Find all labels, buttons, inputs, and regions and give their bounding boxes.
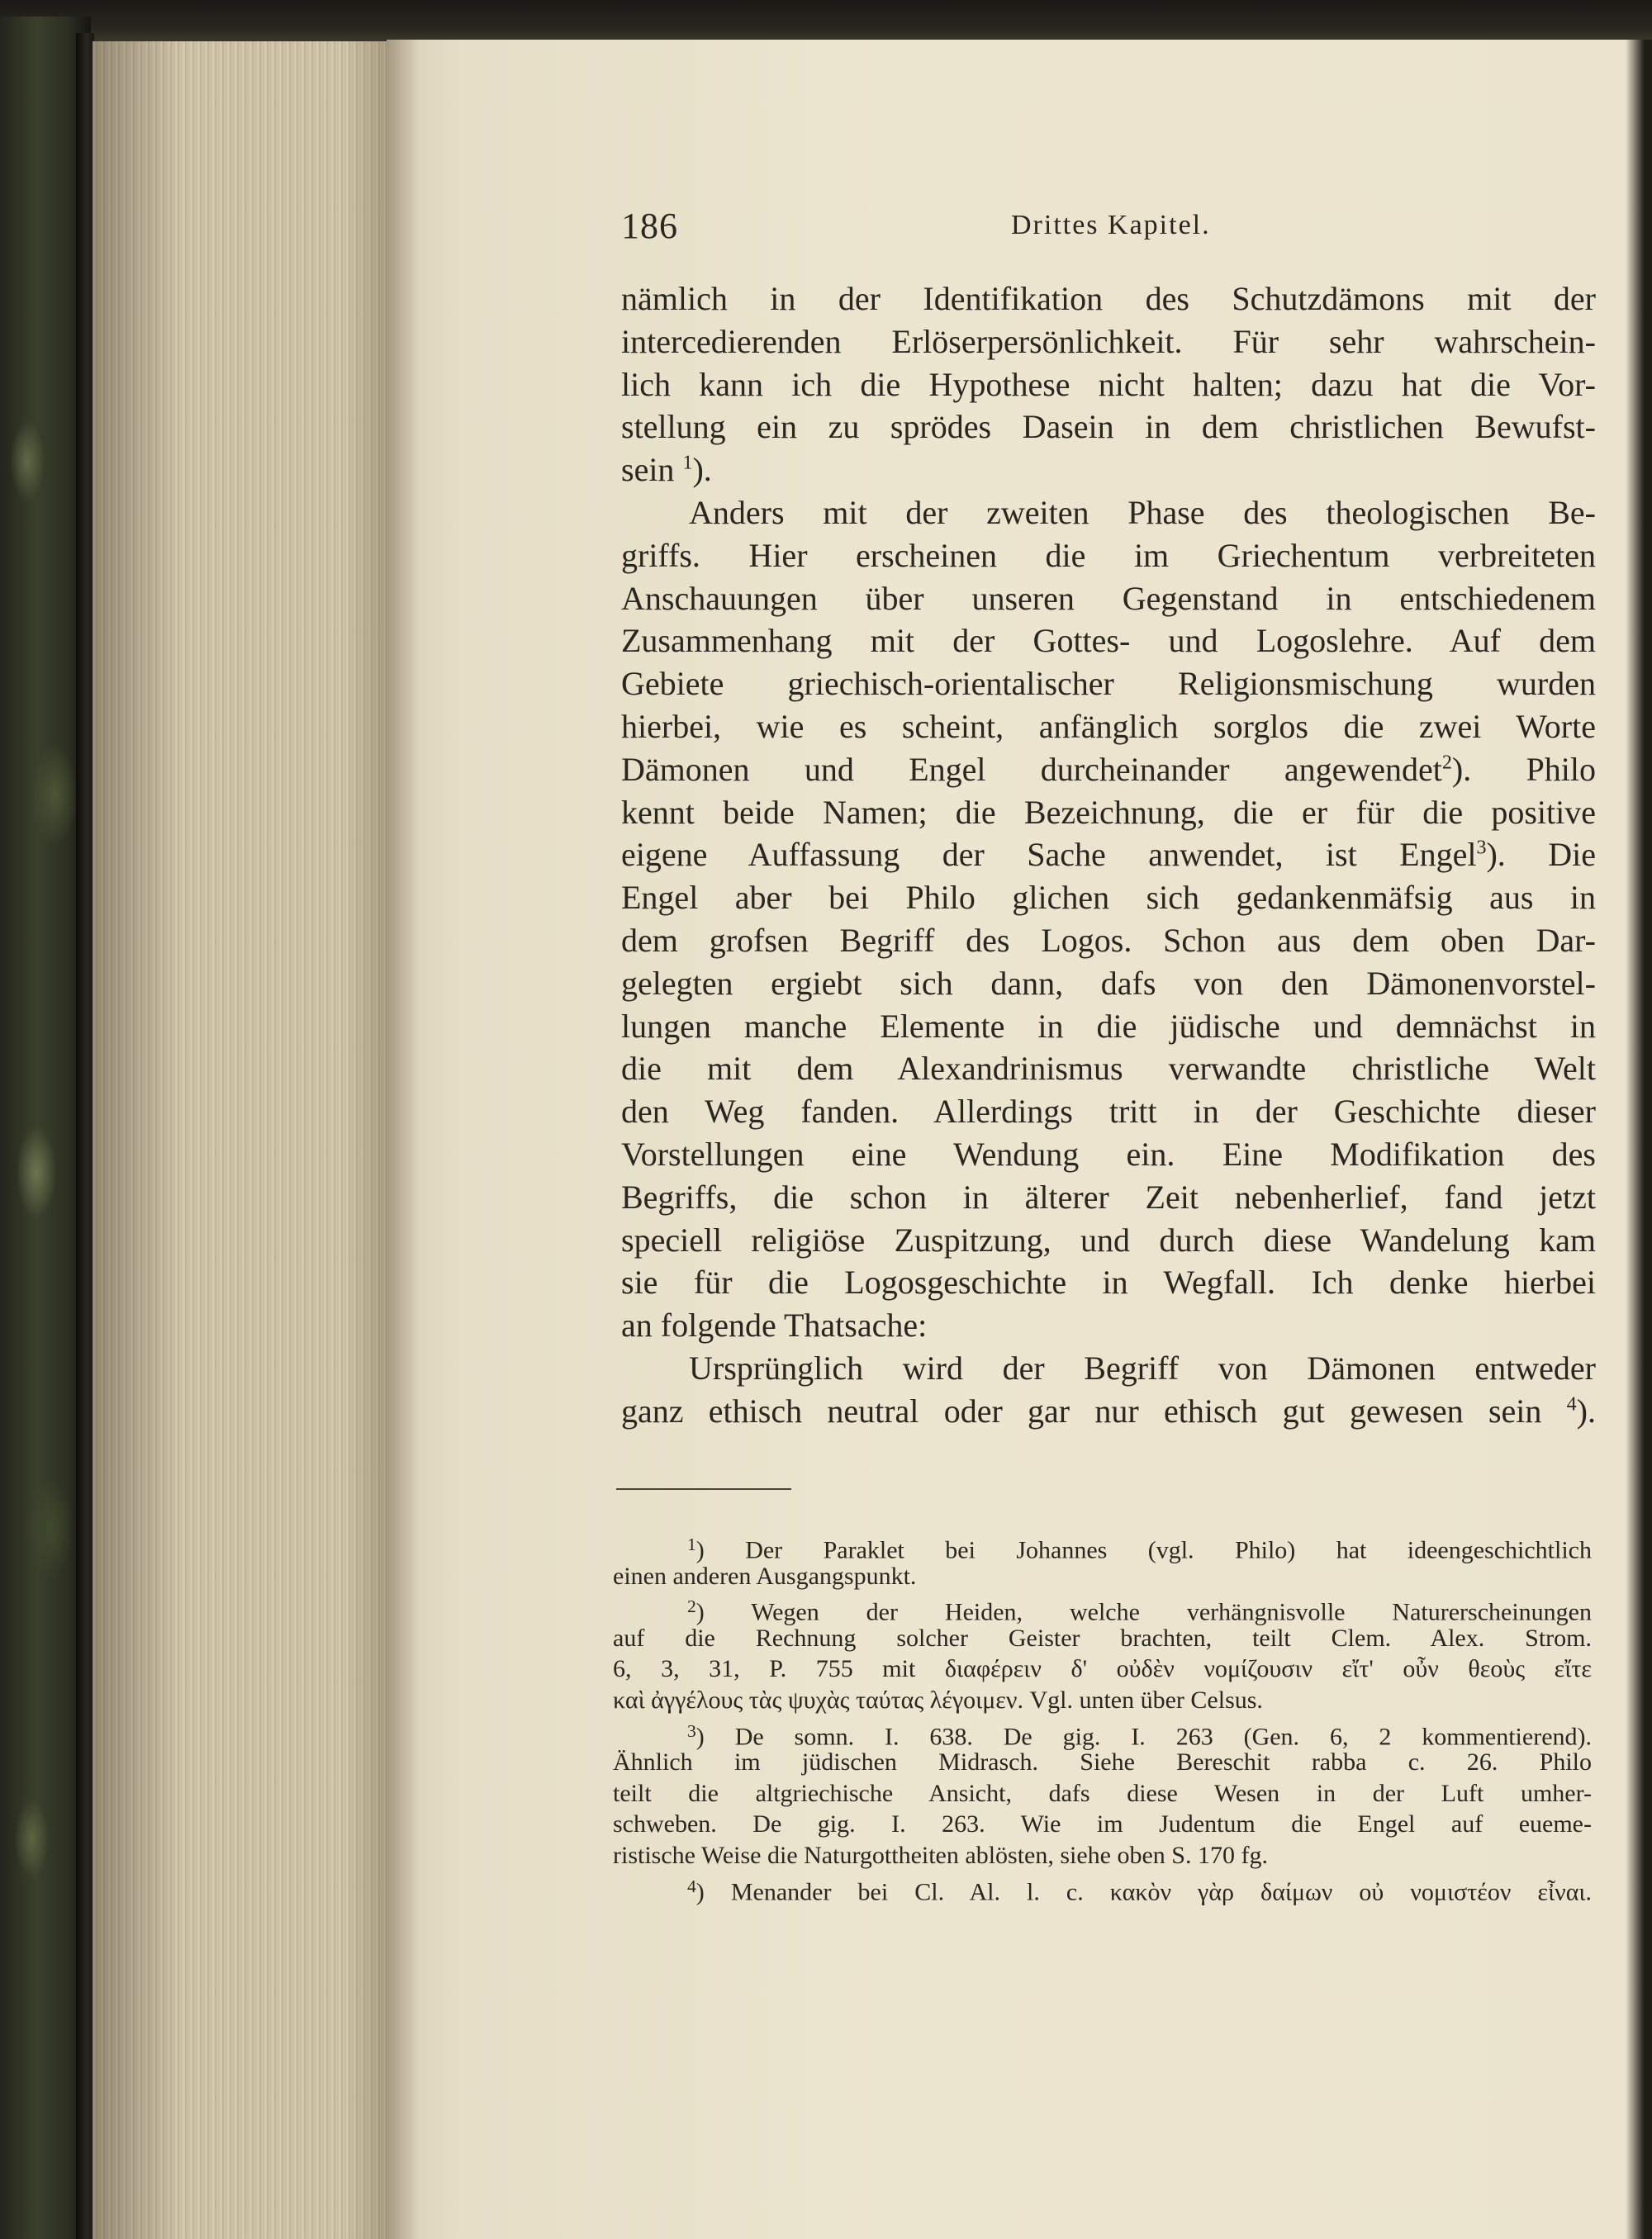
footnote-ref: 2 — [1441, 752, 1452, 774]
text-line: die mit dem Alexandrinismus verwandte christliche Welt — [621, 1050, 1596, 1088]
footnote-line: καὶ ἀγγέλους τὰς ψυχὰς ταύτας λέγοιμεν. Vgl. unten über Celsus. — [613, 1686, 1263, 1714]
text-line: Zusammenhang mit der Gottes- und Logoslehre. Auf dem — [621, 622, 1596, 660]
text-line: Gebiete griechisch-orientalischer Religionsmischung wurden — [621, 665, 1596, 703]
footnote-rule — [616, 1488, 791, 1490]
text-line — [621, 833, 1596, 876]
footnote-marker-close: ) — [695, 1723, 705, 1751]
footnote-line: ristische Weise die Naturgottheiten ablösten, siehe oben S. 170 fg. — [613, 1841, 1268, 1869]
footnote-line — [613, 1591, 1592, 1626]
text-line: intercedierenden Erlöserpersönlichkeit. Für sehr wahrschein- — [621, 322, 1596, 360]
text-line: Vorstellungen eine Wendung ein. Eine Modifikation des — [621, 1135, 1596, 1173]
text-line: sie für die Logosgeschichte in Wegfall. Ich denke hierbei — [621, 1264, 1596, 1302]
text-line: Begriffs, die schon in älterer Zeit nebenherlief, fand jetzt — [621, 1178, 1596, 1216]
page-stack-shade — [93, 41, 387, 2239]
footnote-line: auf die Rechnung solcher Geister brachten, teilt Clem. Alex. Strom. — [613, 1624, 1592, 1652]
text-line — [621, 748, 1596, 791]
text-line: dem grofsen Begriff des Logos. Schon aus dem oben Dar- — [621, 921, 1596, 959]
page-header — [621, 205, 1612, 263]
text-line: an folgende Thatsache: — [621, 1307, 928, 1345]
footnote-line: teilt die altgriechische Ansicht, dafs diese Wesen in der Luft umher- — [613, 1779, 1592, 1807]
text-line: stellung ein zu sprödes Dasein in dem christlichen Bewufst- — [621, 408, 1596, 446]
running-title: Drittes Kapitel. — [1011, 210, 1211, 240]
ref-close: ). — [692, 451, 712, 489]
ref-close: ). — [1576, 1392, 1596, 1430]
text-line: Ursprünglich wird der Begriff von Dämonen entweder — [689, 1349, 1596, 1387]
text-line: lich kann ich die Hypothese nicht halten; dazu hat die Vor- — [621, 365, 1596, 403]
footnote-text: Der Paraklet bei Johannes (vgl. Philo) hat ideengeschichtlich — [745, 1536, 1592, 1564]
text-line: Anders mit der zweiten Phase des theologischen Be- — [689, 493, 1596, 531]
footnote-line — [613, 1871, 1593, 1906]
text-line: hierbei, wie es scheint, anfänglich sorglos die zwei Worte — [621, 707, 1596, 745]
footnote-marker-close: ) — [695, 1878, 705, 1906]
footnote-marker-close: ) — [695, 1598, 705, 1626]
text-line: lungen manche Elemente in die jüdische und demnächst in — [621, 1007, 1596, 1045]
ref-close: ). — [1486, 836, 1506, 874]
text-line: nämlich in der Identifikation des Schutzdämons mit der — [621, 280, 1596, 317]
footnote-marker: 2 — [687, 1596, 696, 1617]
text-line — [621, 448, 1596, 491]
footnote-line — [613, 1716, 1592, 1751]
text-fragment: sein — [621, 451, 675, 489]
text-fragment: ganz ethisch neutral oder gar nur ethisch gut gewesen sein — [621, 1392, 1542, 1430]
footnote-text: Menander bei Cl. Al. l. c. κακὸν γὰρ δαίμων οὐ νομιστέον εἶναι. — [730, 1878, 1593, 1906]
text-line: griffs. Hier erscheinen die im Griechentum verbreiteten — [621, 536, 1596, 574]
footnote-marker: 1 — [687, 1535, 696, 1554]
footnote-marker: 3 — [687, 1720, 696, 1741]
text-fragment: Dämonen und Engel durcheinander angewendet — [621, 750, 1442, 788]
footnotes — [613, 1530, 1593, 1906]
text-line: Engel aber bei Philo glichen sich gedankenmäfsig aus in — [621, 879, 1596, 917]
right-edge-shadow — [1626, 40, 1652, 2239]
footnote-ref: 1 — [682, 452, 693, 474]
footnote-ref: 4 — [1566, 1393, 1577, 1416]
footnote-text: De somn. I. 638. De gig. I. 263 (Gen. 6, 2 kommentierend). — [734, 1723, 1592, 1751]
text-fragment: eigene Auffassung der Sache anwendet, ist Engel — [621, 836, 1477, 874]
book-cover-edge — [76, 33, 94, 2239]
footnote-line — [613, 1530, 1592, 1564]
footnote-text: Wegen der Heiden, welche verhängnisvolle Naturerscheinungen — [751, 1598, 1592, 1626]
footnote-line: Ähnlich im jüdischen Midrasch. Siehe Bereschit rabba c. 26. Philo — [613, 1748, 1592, 1776]
page-number: 186 — [621, 206, 678, 246]
text-fragment: Die — [1548, 836, 1597, 874]
text-line: den Weg fanden. Allerdings tritt in der Geschichte dieser — [621, 1093, 1596, 1131]
footnote-line: 6, 3, 31, P. 755 mit διαφέρειν δ' οὐδὲν νομίζουσιν εἴτ' οὖν θεοὺς εἴτε — [613, 1655, 1592, 1683]
top-dark-band — [0, 0, 1652, 43]
text-fragment: Philo — [1526, 750, 1597, 788]
text-line: kennt beide Namen; die Bezeichnung, die er für die positive — [621, 793, 1596, 831]
text-line: gelegten ergiebt sich dann, dafs von den Dämonenvorstel- — [621, 964, 1596, 1002]
footnote-marker-close: ) — [695, 1536, 705, 1564]
text-line — [621, 1390, 1596, 1433]
body-text — [621, 278, 1596, 1433]
ref-close: ). — [1451, 750, 1472, 788]
page-gutter-shadow — [387, 40, 420, 2239]
footnote-marker: 4 — [687, 1876, 696, 1896]
footnote-ref: 3 — [1476, 837, 1487, 859]
text-line: Anschauungen über unseren Gegenstand in entschiedenem — [621, 579, 1596, 617]
footnote-line: einen anderen Ausgangspunkt. — [613, 1562, 917, 1590]
text-line: speciell religiöse Zuspitzung, und durch diese Wandelung kam — [621, 1221, 1596, 1259]
footnote-line: schweben. De gig. I. 263. Wie im Judentum die Engel auf eueme- — [613, 1810, 1592, 1838]
